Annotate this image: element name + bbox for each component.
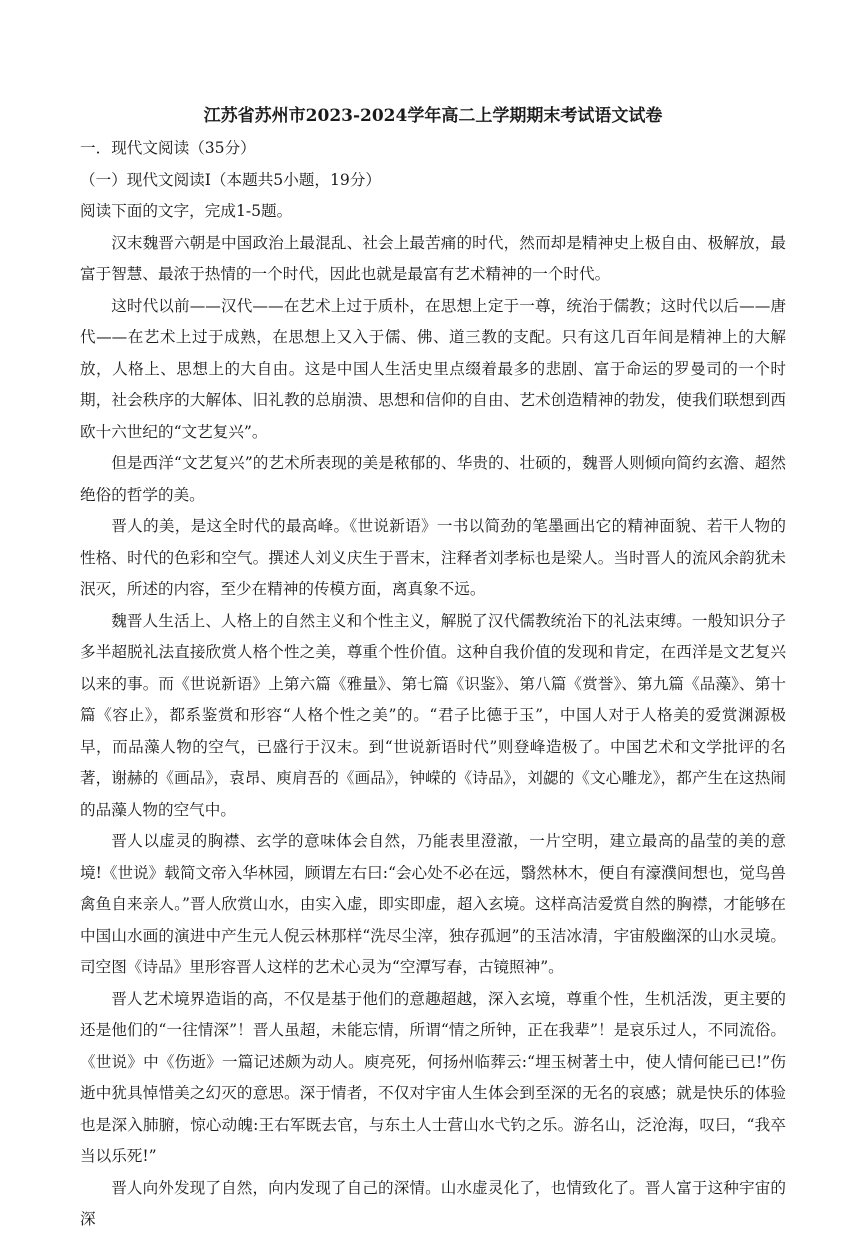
paragraph-4: 晋人的美，是这全时代的最高峰。《世说新语》一书以简劲的笔墨画出它的精神面貌、若干人物的性格、时代的色彩和空气。撰述人刘义庆生于晋末，注释者刘孝标也是梁人。当时晋人的流风余韵犹未泯灭，所述的内容，至少在精神的传模方面，离真象不远。 <box>80 517 786 598</box>
paragraph-5: 魏晋人生活上、人格上的自然主义和个性主义，解脱了汉代儒教统治下的礼法束缚。一般知识分子多半超脱礼法直接欣赏人格个性之美，尊重个性价值。这种自我价值的发现和肯定，在西洋是文艺复兴以来的事。而《世说新语》上第六篇《雅量》、第七篇《识鉴》、第八篇《赏誉》、第九篇《品藻》、第十篇《容止》，都系鉴赏和形容“人格个性之美”的。“君子比德于玉”，中国人对于人格美的爱赏渊源极早，而品藻人物的空气，已盛行于汉末。到“世说新语时代”则登峰造极了。中国艺术和文学批评的名著，谢赫的《画品》，袁昂、庾肩吾的《画品》，钟嵘的《诗品》，刘勰的《文心雕龙》，都产生在这热闹的品藻人物的空气中。 <box>80 611 786 819</box>
document-content <box>80 103 786 1236</box>
paragraph-2: 这时代以前——汉代——在艺术上过于质朴，在思想上定于一尊，统治于儒教；这时代以后——唐代——在艺术上过于成熟，在思想上又入于儒、佛、道三教的支配。只有这几百年间是精神上的大解放，人格上、思想上的大自由。这是中国人生活史里点缀着最多的悲剧、富于命运的罗曼司的一个时期，社会秩序的大解体、旧礼教的总崩溃、思想和信仰的自由、艺术创造精神的勃发，使我们联想到西欧十六世纪的“文艺复兴”。 <box>80 296 786 441</box>
reading-instruction: 阅读下面的文字，完成1-5题。 <box>80 202 293 220</box>
paragraph-1: 汉末魏晋六朝是中国政治上最混乱、社会上最苦痛的时代，然而却是精神史上极自由、极解放，最富于智慧、最浓于热情的一个时代，因此也就是最富有艺术精神的一个时代。 <box>80 233 786 283</box>
document-title: 江苏省苏州市2023-2024学年高二上学期期末考试语文试卷 <box>203 106 663 126</box>
paragraph-7: 晋人艺术境界造诣的高，不仅是基于他们的意趣超越，深入玄境，尊重个性，生机活泼，更主要的还是他们的“一往情深”！晋人虽超，未能忘情，所谓“情之所钟，正在我辈”！是哀乐过人，不同流俗。《世说》中《伤逝》一篇记述颇为动人。庾亮死，何扬州临葬云:“埋玉树著土中，使人情何能已已!”伤逝中犹具悼惜美之幻灭的意思。深于情者，不仅对宇宙人生体会到至深的无名的哀感；就是快乐的体验也是深入肺腑，惊心动魄:王右军既去官，与东土人士营山水弋钓之乐。游名山，泛沧海，叹曰，“我卒当以乐死!” <box>80 989 786 1165</box>
paragraph-6: 晋人以虚灵的胸襟、玄学的意味体会自然，乃能表里澄澈，一片空明，建立最高的晶莹的美的意境!《世说》载简文帝入华林园，顾谓左右曰:“会心处不必在远，翳然林木，便自有濠濮间想也，觉鸟兽禽鱼自来亲人。”晋人欣赏山水，由实入虚，即实即虚，超入玄境。这样高洁爱赏自然的胸襟，才能够在中国山水画的演进中产生元人倪云林那样“洗尽尘滓，独存孤迥”的玉洁冰清，宇宙般幽深的山水灵境。司空图《诗品》里形容晋人这样的艺术心灵为“空潭写春，古镜照神”。 <box>80 832 786 976</box>
section-heading: 一．现代文阅读（35分） <box>80 139 256 157</box>
paragraph-8: 晋人向外发现了自然，向内发现了自己的深情。山水虚灵化了，也情致化了。晋人富于这种宇宙的深 <box>80 1178 786 1228</box>
paragraph-3: 但是西洋“文艺复兴”的艺术所表现的美是秾郁的、华贵的、壮硕的，魏晋人则倾向简约玄澹、超然绝俗的哲学的美。 <box>80 454 786 504</box>
subsection-heading: （一）现代文阅读Ⅰ（本题共5小题，19分） <box>80 170 382 189</box>
